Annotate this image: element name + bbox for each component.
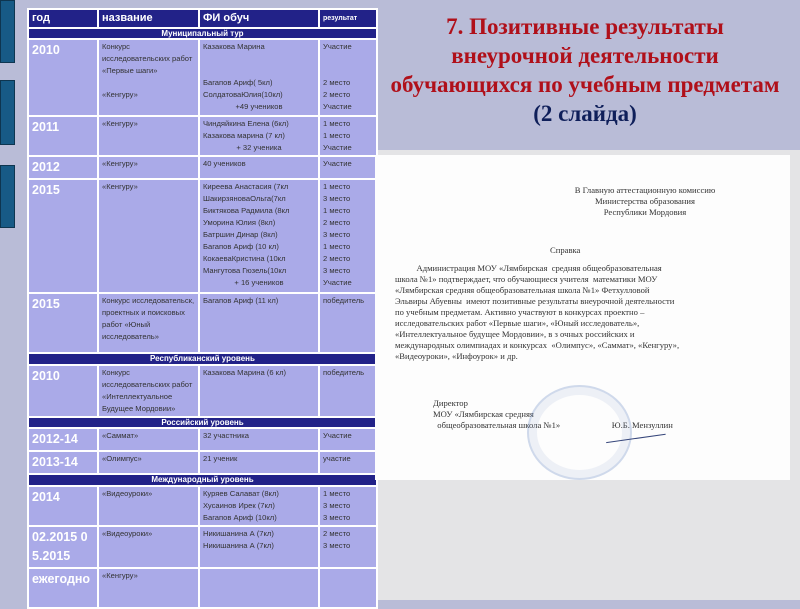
address-line: Республики Мордовия (603, 207, 687, 217)
result-line (323, 53, 373, 65)
name-line: Конкурс исследовательск, (102, 296, 195, 305)
decor-bar (0, 80, 15, 145)
name-cell (98, 365, 199, 417)
year-cell: ежегодно (28, 568, 98, 608)
signature-line: Директор (433, 398, 468, 408)
fio-line: Казакова марина (7 кл) (203, 131, 285, 140)
name-line: «Кенгуру» (102, 159, 138, 168)
table-row (28, 39, 377, 116)
section-row (28, 28, 377, 39)
year-cell: 2014 (28, 486, 98, 526)
fio-line: +49 учеников (235, 102, 283, 111)
table-row (28, 428, 377, 451)
fio-line: Никишанина А (7кл) (203, 541, 274, 550)
name-cell (98, 428, 199, 451)
result-line: 2 место (323, 90, 351, 99)
fio-line: Мангутова Гюзель(10кл (203, 266, 287, 275)
fio-line: 40 учеников (203, 159, 246, 168)
table-header (28, 9, 377, 28)
title-suffix: (2 слайда) (533, 101, 637, 126)
name-line (102, 77, 195, 89)
table-row (28, 568, 377, 608)
decor-bar (0, 165, 15, 228)
name-cell (98, 116, 199, 156)
header-fio: ФИ обуч (199, 9, 319, 28)
name-line: «Саммат» (102, 431, 139, 440)
body-line: «Интеллектуальное будущее Мордовии», в з очных российских и (395, 329, 635, 339)
name-cell (98, 293, 199, 353)
slide-title (385, 12, 785, 128)
header-name: название (98, 9, 199, 28)
result-cell (319, 293, 377, 353)
section-title: Муниципальный тур (28, 28, 377, 39)
fio-line: Киреева Анастасия (7кл (203, 182, 289, 191)
result-line: 1 место (323, 131, 351, 140)
fio-line: Хусаинов Ирек (7кл) (203, 501, 275, 510)
result-cell (319, 179, 377, 293)
fio-line: Никишанина А (7кл) (203, 529, 274, 538)
name-line: проектных и поисковых (102, 308, 185, 317)
name-cell (98, 39, 199, 116)
fio-line: Багапов Ариф (10 кл) (203, 242, 279, 251)
name-line: «Кенгуру» (102, 571, 138, 580)
name-line: «Олимпус» (102, 454, 142, 463)
fio-line: Уморина Юлия (8кл) (203, 218, 276, 227)
name-cell (98, 451, 199, 474)
body-line: школа №1» подтверждает, что обучающиеся учителя математики МОУ (395, 274, 658, 284)
year-cell: 2012 (28, 156, 98, 179)
table-row (28, 156, 377, 179)
name-cell (98, 568, 199, 608)
fio-line: + 32 ученика (236, 143, 282, 152)
result-line: 3 место (323, 513, 351, 522)
year-cell: 2015 (28, 179, 98, 293)
fio-line: Биктякова Радмила (8кл (203, 206, 290, 215)
result-line: 3 место (323, 541, 351, 550)
address-line: В Главную аттестационную комиссию (574, 185, 716, 195)
result-line: 2 место (323, 529, 351, 538)
fio-line: Казакова Марина (6 кл) (203, 368, 287, 377)
result-line: 2 место (323, 218, 351, 227)
fio-line (203, 53, 315, 65)
result-cell (319, 428, 377, 451)
result-line: 1 место (323, 119, 351, 128)
fio-cell (199, 428, 319, 451)
name-line: «Интеллектуальное (102, 392, 173, 401)
result-line (323, 65, 373, 77)
fio-line (203, 65, 315, 77)
result-cell (319, 526, 377, 568)
decor-bar (0, 0, 15, 63)
result-cell (319, 451, 377, 474)
document-body (395, 263, 775, 362)
signature-line: общеобразовательная школа №1» Ю.Б. Мензуллин (433, 420, 673, 430)
fio-line: Багапов Ариф (11 кл) (203, 296, 279, 305)
results-table (27, 8, 378, 609)
fio-line: СолдатоваЮлия(10кл) (203, 90, 283, 99)
fio-line: Багапов Ариф (10кл) (203, 513, 277, 522)
body-line: Администрация МОУ «Лямбирская средняя общеобразовательная (395, 263, 662, 273)
fio-line: 21 ученик (203, 454, 238, 463)
table-row (28, 116, 377, 156)
result-cell (319, 156, 377, 179)
result-line: 1 место (323, 242, 351, 251)
title-main: 7. Позитивные результаты внеурочной деятельности обучающихся по учебным предметам (390, 14, 780, 97)
result-cell (319, 39, 377, 116)
result-line: Участие (323, 431, 352, 440)
year-cell: 2012-14 (28, 428, 98, 451)
fio-cell (199, 486, 319, 526)
result-line: 3 место (323, 194, 351, 203)
year-cell: 2011 (28, 116, 98, 156)
document-heading: Справка (550, 245, 581, 255)
result-line: 3 место (323, 501, 351, 510)
body-line: «Лямбирская средняя общеобразовательная школа №1» Фетхулловой (395, 285, 650, 295)
name-line: работ «Юный (102, 320, 151, 329)
result-line (323, 570, 373, 582)
fio-line: Казакова Марина (203, 42, 265, 51)
table-row (28, 293, 377, 353)
section-row (28, 474, 377, 486)
result-cell (319, 116, 377, 156)
fio-line: Батршин Динар (8кл) (203, 230, 278, 239)
year-cell: 02.2015 05.2015 (28, 526, 98, 568)
fio-cell (199, 116, 319, 156)
fio-cell (199, 179, 319, 293)
body-line: международных олимпиадах и конкурсах «Олимпус», «Саммат», «Кенгуру», (395, 340, 680, 350)
year-cell: 2015 (28, 293, 98, 353)
table-row (28, 179, 377, 293)
fio-cell (199, 293, 319, 353)
fio-cell (199, 568, 319, 608)
name-line: «Первые шаги» (102, 66, 158, 75)
name-line: «Видеоуроки» (102, 529, 153, 538)
result-line: участие (323, 454, 351, 463)
year-cell: 2013-14 (28, 451, 98, 474)
fio-line: Багапов Ариф( 5кл) (203, 78, 273, 87)
header-year: год (28, 9, 98, 28)
fio-line: ШакирзяноваОльга(7кл (203, 194, 286, 203)
result-line: Участие (323, 159, 352, 168)
fio-line (203, 570, 315, 582)
name-cell (98, 486, 199, 526)
result-cell (319, 568, 377, 608)
name-line: Конкурс (102, 368, 130, 377)
fio-cell (199, 451, 319, 474)
section-row (28, 417, 377, 428)
name-line: «Кенгуру» (102, 119, 138, 128)
result-line: Участие (323, 143, 352, 152)
address-line: Министерства образования (595, 196, 695, 206)
fio-line: КокаеваКристина (10кл (203, 254, 286, 263)
body-line: по учебным предметам. Активно участвуют в конкурсах проектно – (395, 307, 645, 317)
section-title: Международный уровень (28, 474, 377, 486)
header-result: результат (319, 9, 377, 28)
name-line: «Видеоуроки» (102, 489, 153, 498)
body-line: исследовательских работ «Первые шаги», «Юный исследователь», (395, 318, 640, 328)
result-line: 2 место (323, 78, 351, 87)
result-line: 1 место (323, 206, 351, 215)
fio-line: 32 участника (203, 431, 249, 440)
name-line: исследовательских работ (102, 380, 193, 389)
name-line: исследовательских работ (102, 54, 193, 63)
result-line: 3 место (323, 230, 351, 239)
name-line: Конкурс (102, 42, 130, 51)
name-cell (98, 526, 199, 568)
fio-cell (199, 365, 319, 417)
name-line: «Кенгуру» (102, 182, 138, 191)
result-line: 1 место (323, 489, 351, 498)
year-cell: 2010 (28, 365, 98, 417)
section-title: Республиканский уровень (28, 353, 377, 365)
fio-cell (199, 156, 319, 179)
result-line: победитель (323, 296, 365, 305)
document-address (530, 185, 760, 218)
fio-cell (199, 526, 319, 568)
section-title: Российский уровень (28, 417, 377, 428)
result-line: 1 место (323, 182, 351, 191)
name-cell (98, 179, 199, 293)
fio-line: Куряев Салават (8кл) (203, 489, 279, 498)
fio-line: Чиндяйкина Елена (6кл) (203, 119, 289, 128)
result-line: 2 место (323, 254, 351, 263)
result-line: победитель (323, 368, 365, 377)
table-row (28, 526, 377, 568)
name-line: «Кенгуру» (102, 90, 138, 99)
result-line: 3 место (323, 266, 351, 275)
name-cell (98, 156, 199, 179)
name-line: Будущее Мордовии» (102, 404, 176, 413)
body-line: Эльвиры Абуевны имеют позитивные результаты внеурочной деятельности (395, 296, 675, 306)
result-line: Участие (323, 42, 352, 51)
table-row (28, 451, 377, 474)
result-cell (319, 365, 377, 417)
body-line: «Видеоуроки», «Инфоурок» и др. (395, 351, 518, 361)
result-line: Участие (323, 278, 352, 287)
fio-cell (199, 39, 319, 116)
table-row (28, 486, 377, 526)
table-row (28, 365, 377, 417)
signature-line: МОУ «Лямбирская средняя (433, 409, 534, 419)
fio-line: + 16 учеников (234, 278, 284, 287)
section-row (28, 353, 377, 365)
result-line: Участие (323, 102, 352, 111)
year-cell: 2010 (28, 39, 98, 116)
result-cell (319, 486, 377, 526)
name-line: исследователь» (102, 332, 159, 341)
